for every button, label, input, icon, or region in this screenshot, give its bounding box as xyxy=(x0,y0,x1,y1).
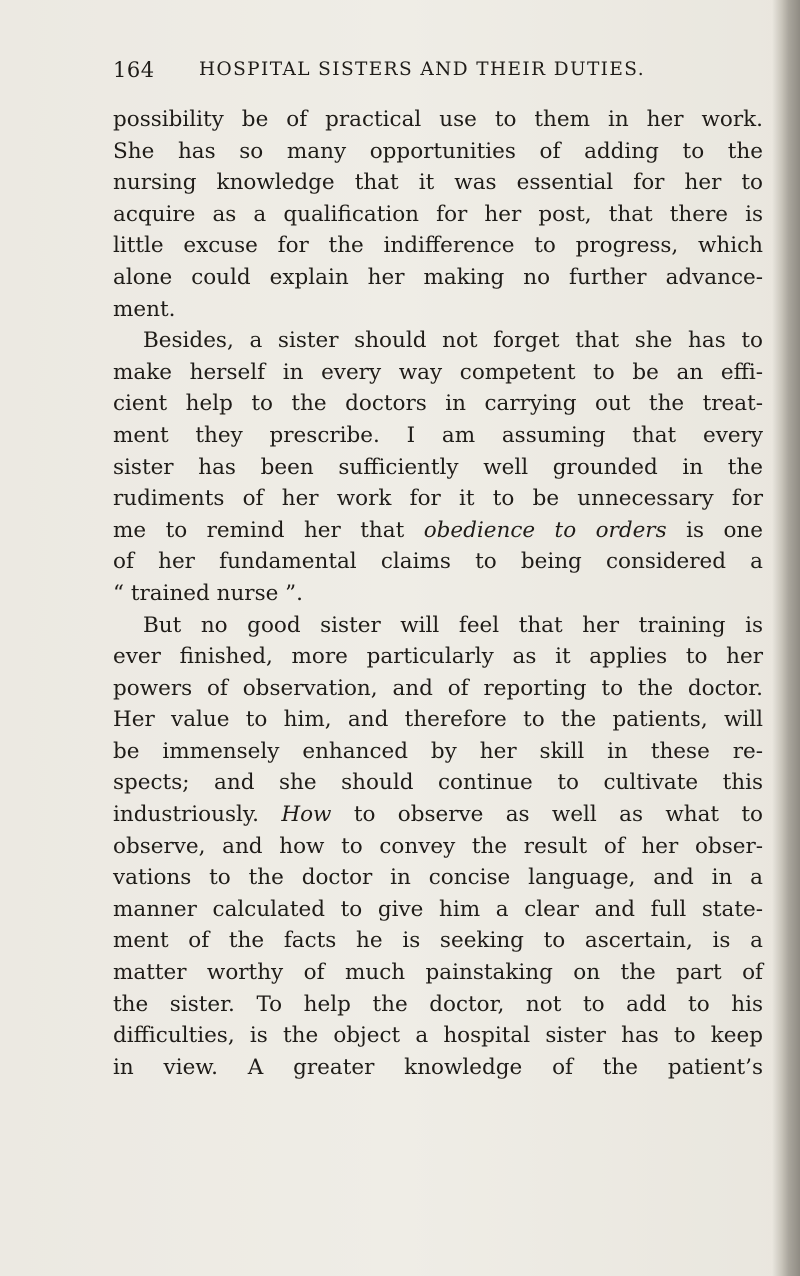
text-line: powers of observation, and of reporting to the doctor. xyxy=(113,675,763,701)
body-text xyxy=(113,104,763,1083)
text-line: vations to the doctor in concise language, and in a xyxy=(113,865,763,891)
text-segment: me to remind her that xyxy=(113,517,405,543)
text-line: little excuse for the indifference to progress, which xyxy=(113,233,763,259)
text-line: be immensely enhanced by her skill in these re- xyxy=(113,738,763,764)
text-line: matter worthy of much painstaking on the part of xyxy=(113,960,763,986)
text-line: Her value to him, and therefore to the patients, will xyxy=(113,707,763,733)
text-line: But no good sister will feel that her training is xyxy=(143,612,763,638)
text-line: of her fundamental claims to being considered a xyxy=(113,549,763,575)
text-line: manner calculated to give him a clear and full state- xyxy=(113,896,763,922)
text-line: spects; and she should continue to cultivate this xyxy=(113,770,763,796)
text-segment: industriously. xyxy=(113,802,259,828)
text-line: nursing knowledge that it was essential for her to xyxy=(113,170,763,196)
text-line: ment of the facts he is seeking to ascertain, is a xyxy=(113,928,763,954)
text-line: in view. A greater knowledge of the patient’s xyxy=(113,1054,763,1080)
text-line: rudiments of her work for it to be unnecessary for xyxy=(113,486,763,512)
text-line-with-emphasis xyxy=(113,515,763,547)
text-line: the sister. To help the doctor, not to add to his xyxy=(113,991,763,1017)
text-line: cient help to the doctors in carrying out the treat- xyxy=(113,391,763,417)
text-segment: to observe as well as what to xyxy=(353,802,763,828)
text-line: ever finished, more particularly as it applies to her xyxy=(113,644,763,670)
text-line: ment. xyxy=(113,296,176,322)
text-line: acquire as a qualification for her post, that there is xyxy=(113,201,763,227)
text-line: ment they prescribe. I am assuming that every xyxy=(113,422,763,448)
text-line: possibility be of practical use to them in her work. xyxy=(113,107,763,132)
text-line: observe, and how to convey the result of her obser- xyxy=(113,833,763,859)
text-line: sister has been sufficiently well grounded in the xyxy=(113,454,763,480)
text-line: make herself in every way competent to be an effi- xyxy=(113,359,763,385)
text-line: She has so many opportunities of adding to the xyxy=(113,138,763,164)
text-line: “ trained nurse ”. xyxy=(113,580,303,606)
text-line: Besides, a sister should not forget that she has to xyxy=(143,328,763,354)
text-line: alone could explain her making no further advance- xyxy=(113,264,763,290)
running-title: HOSPITAL SISTERS AND THEIR DUTIES. xyxy=(199,59,645,80)
page-number: 164 xyxy=(113,58,155,82)
page-edge-shadow xyxy=(772,0,800,1276)
running-header xyxy=(113,58,713,88)
text-line: difficulties, is the object a hospital sister has to keep xyxy=(113,1023,763,1049)
text-line-with-emphasis xyxy=(113,799,763,831)
text-segment: is one xyxy=(686,517,763,543)
emphasis-how: How xyxy=(281,802,332,828)
emphasis-obedience-to-orders: obedience to orders xyxy=(423,517,667,543)
